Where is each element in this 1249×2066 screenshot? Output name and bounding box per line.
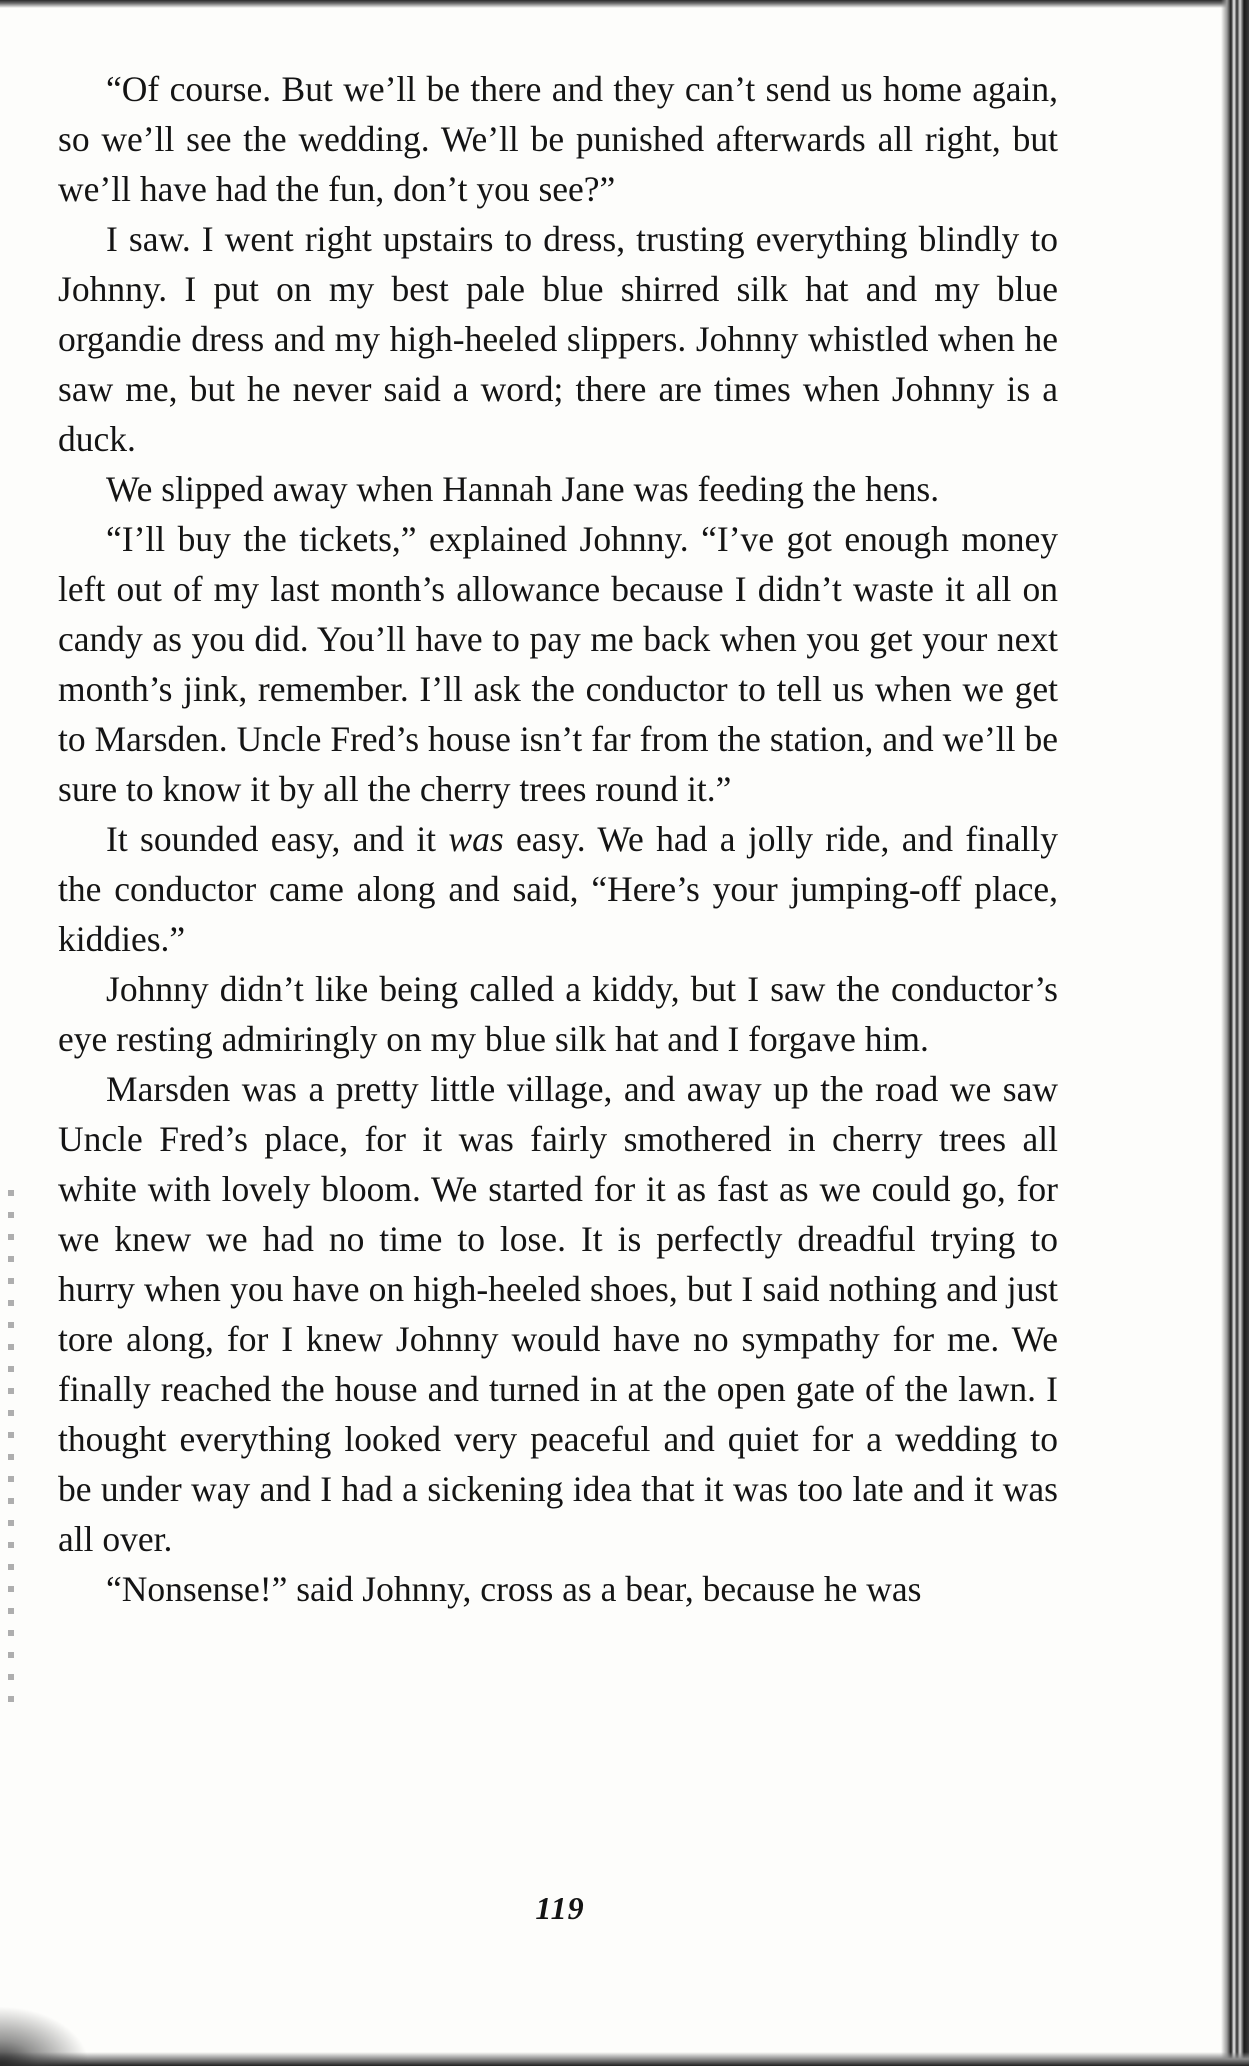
- paragraph: “I’ll buy the tickets,” explained Johnny. “I’ve got enough money left out of my last month’s allowance because I didn’t waste it all on candy as you did. You’ll have to pay me back when you get your next month’s jink, remember. I’ll ask the conductor to tell us when we get to Marsden. Uncle Fred’s house isn’t far from the station, and we’ll be sure to know it by all the cherry trees round it.”: [58, 519, 1058, 809]
- paragraph: We slipped away when Hannah Jane was feeding the hens.: [106, 469, 940, 509]
- paragraph: It sounded easy, and it was easy. We had a jolly ride, and finally the conductor came along and said, “Here’s your jumping-off place, kiddies.”: [58, 819, 1058, 959]
- paragraph: “Of course. But we’ll be there and they can’t send us home again, so we’ll see the wedding. We’ll be punished afterwards all right, but we’ll have had the fun, don’t you see?”: [58, 69, 1058, 209]
- scan-margin-marks: [8, 1190, 14, 1710]
- paragraph: Johnny didn’t like being called a kiddy, but I saw the conductor’s eye resting admiringly on my blue silk hat and I forgave him.: [58, 969, 1058, 1059]
- body-text: [58, 64, 1058, 1614]
- scan-edge-right: [1221, 0, 1249, 2066]
- paragraph: Marsden was a pretty little village, and away up the road we saw Uncle Fred’s place, for it was fairly smothered in cherry trees all white with lovely bloom. We started for it as fast as we could go, for we knew we had no time to lose. It is perfectly dreadful trying to hurry when you have on high-heeled shoes, but I said nothing and just tore along, for I knew Johnny would have no sympathy for me. We finally reached the house and turned in at the open gate of the lawn. I thought everything looked very peaceful and quiet for a wedding to be under way and I had a sickening idea that it was too late and it was all over.: [58, 1069, 1058, 1559]
- page-number: 119: [535, 1890, 585, 1926]
- paragraph: I saw. I went right upstairs to dress, trusting everything blindly to Johnny. I put on my best pale blue shirred silk hat and my blue organdie dress and my high-heeled slippers. Johnny whistled when he saw me, but he never said a word; there are times when Johnny is a duck.: [58, 219, 1058, 459]
- emphasis: was: [448, 819, 504, 859]
- scan-corner-shadow: [0, 2006, 90, 2066]
- scan-edge-top: [0, 0, 1249, 8]
- paragraph: “Nonsense!” said Johnny, cross as a bear, because he was: [106, 1569, 922, 1609]
- scan-edge-bottom: [0, 2052, 1249, 2066]
